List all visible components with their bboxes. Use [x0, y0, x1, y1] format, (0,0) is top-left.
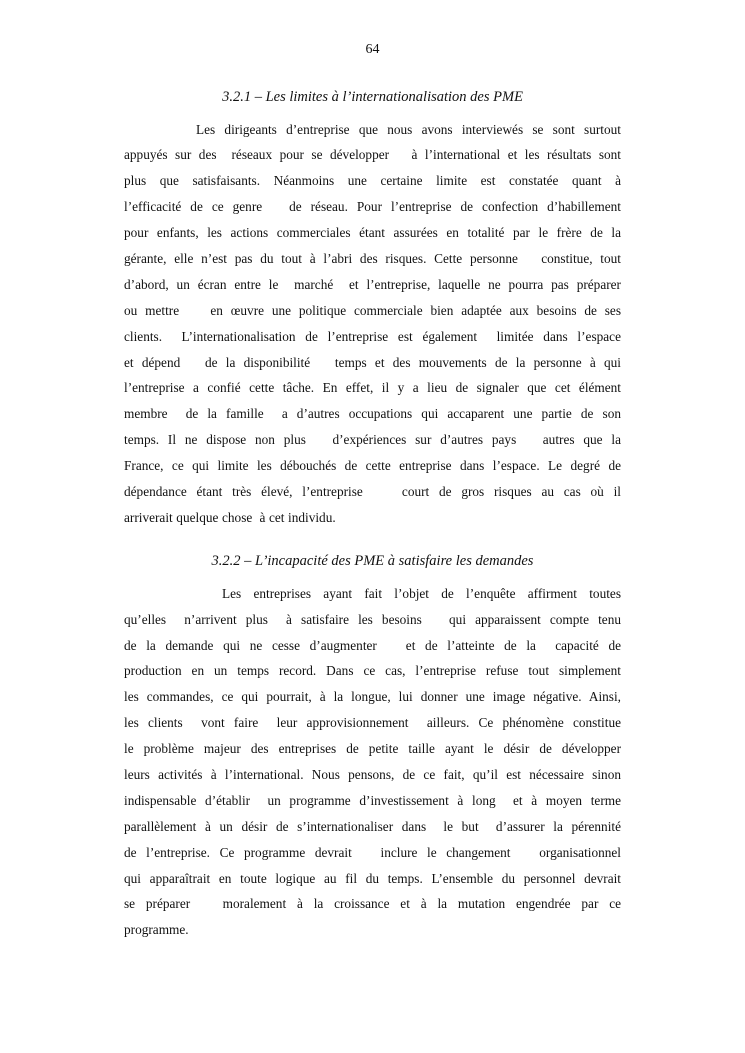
- text-line: pour enfants, les actions commerciales étant assurées en totalité par le frère de la: [124, 225, 621, 241]
- text-line: clients. L’internationalisation de l’entreprise est également limitée dans l’espace: [124, 328, 621, 344]
- text-line: d’abord, un écran entre le marché et l’entreprise, laquelle ne pourra pas préparer: [124, 276, 621, 292]
- text-line: et dépend de la disponibilité temps et des mouvements de la personne à qui: [124, 354, 621, 370]
- text-line: le problème majeur des entreprises de petite taille ayant le désir de développer: [124, 741, 621, 757]
- text-line: l’efficacité de ce genre de réseau. Pour l’entreprise de confection d’habillement: [124, 199, 621, 215]
- text-line: programme.: [124, 922, 189, 938]
- text-line: arriverait quelque chose à cet individu.: [124, 509, 336, 525]
- text-line: les clients vont faire leur approvisionnement ailleurs. Ce phénomène constitue: [124, 715, 621, 731]
- text-line: temps. Il ne dispose non plus d’expériences sur d’autres pays autres que la: [124, 432, 621, 448]
- text-line: qu’elles n’arrivent plus à satisfaire les besoins qui apparaissent compte tenu: [124, 611, 621, 627]
- section-heading-3-2-2: 3.2.2 – L’incapacité des PME à satisfaire les demandes: [211, 552, 534, 569]
- paragraph-1: [124, 117, 621, 531]
- text-line: les commandes, ce qui pourrait, à la longue, lui donner une image négative. Ainsi,: [124, 689, 621, 705]
- text-line: se préparer moralement à la croissance et à la mutation engendrée par ce: [124, 896, 621, 912]
- text-line: de l’entreprise. Ce programme devrait inclure le changement organisationnel: [124, 844, 621, 860]
- text-line: Les entreprises ayant fait l’objet de l’enquête affirment toutes: [222, 585, 621, 601]
- text-line: gérante, elle n’est pas du tout à l’abri des risques. Cette personne constitue, tout: [124, 250, 621, 266]
- text-line: Les dirigeants d’entreprise que nous avons interviewés se sont surtout: [196, 121, 621, 137]
- text-line: France, ce qui limite les débouchés de cette entreprise dans l’espace. Le degré de: [124, 458, 621, 474]
- text-line: membre de la famille a d’autres occupations qui accaparent une partie de son: [124, 406, 621, 422]
- text-line: leurs activités à l’international. Nous pensons, de ce fait, qu’il est nécessaire sinon: [124, 766, 621, 782]
- text-line: plus que satisfaisants. Néanmoins une certaine limite est constatée quant à: [124, 173, 621, 189]
- section-heading-3-2-1: 3.2.1 – Les limites à l’internationalisation des PME: [222, 89, 523, 105]
- paragraph-2: [124, 581, 621, 943]
- page-number: 64: [365, 42, 380, 57]
- text-line: qui apparaîtrait en toute logique au fil du temps. L’ensemble du personnel devrait: [124, 870, 621, 886]
- text-line: l’entreprise a confié cette tâche. En effet, il y a lieu de signaler que cet élément: [124, 380, 621, 396]
- text-line: parallèlement à un désir de s’internationaliser dans le but d’assurer la pérennité: [124, 818, 621, 834]
- text-line: ou mettre en œuvre une politique commerciale bien adaptée aux besoins de ses: [124, 302, 621, 318]
- text-line: de la demande qui ne cesse d’augmenter et de l’atteinte de la capacité de: [124, 637, 621, 653]
- text-line: dépendance étant très élevé, l’entreprise court de gros risques au cas où il: [124, 483, 621, 499]
- text-line: production en un temps record. Dans ce cas, l’entreprise refuse tout simplement: [124, 663, 621, 679]
- text-line: appuyés sur des réseaux pour se développer à l’international et les résultats sont: [124, 147, 621, 163]
- text-line: indispensable d’établir un programme d’investissement à long et à moyen terme: [124, 792, 621, 808]
